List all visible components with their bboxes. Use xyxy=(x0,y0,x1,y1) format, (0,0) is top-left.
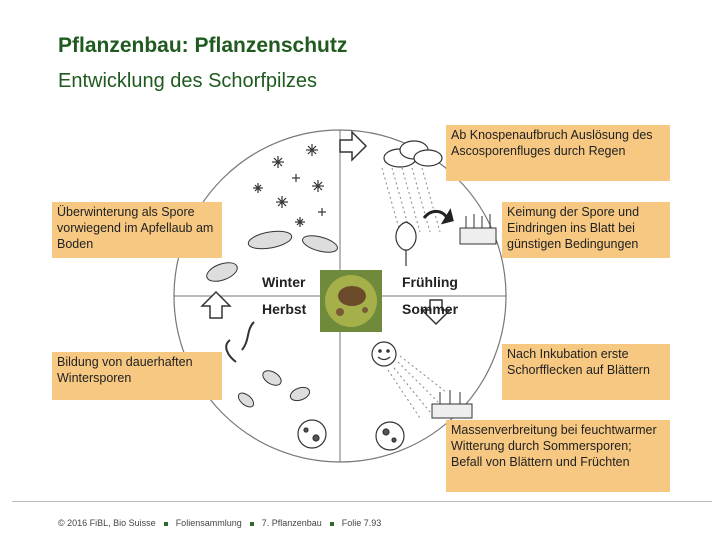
footer xyxy=(58,518,381,528)
footer-bullet xyxy=(164,522,168,526)
autumn-leaf-icons xyxy=(236,368,312,410)
rain-cloud-icon xyxy=(384,141,442,167)
curved-arrow-icon xyxy=(424,211,452,222)
footer-copyright: © 2016 FiBL, Bio Suisse xyxy=(58,518,156,528)
note-wintersporen: Bildung von dauerhaften Wintersporen xyxy=(52,352,222,400)
scab-apple-photo xyxy=(320,270,382,332)
page-title: Pflanzenbau: Pflanzenschutz xyxy=(58,34,348,57)
scabbed-apple-icons xyxy=(298,420,404,450)
season-label-fruehling: Frühling xyxy=(402,274,458,290)
footer-divider xyxy=(12,501,712,502)
note-knospenaufbruch: Ab Knospenaufbruch Auslösung des Ascosporenfluges durch Regen xyxy=(446,125,670,181)
note-ueberwinterung: Überwinterung als Spore vorwiegend im Apfellaub am Boden xyxy=(52,202,222,258)
sporulating-leaf-icon xyxy=(432,390,472,418)
leaf-tissue-icon xyxy=(460,214,496,244)
season-label-sommer: Sommer xyxy=(402,301,459,317)
note-massenverbreitung: Massenverbreitung bei feuchtwarmer Witterung durch Sommersporen; Befall von Blättern und Früchten xyxy=(446,420,670,492)
note-inkubation: Nach Inkubation erste Schorfflecken auf Blättern xyxy=(502,344,670,400)
snowflake-icons xyxy=(253,144,326,227)
note-keimung: Keimung der Spore und Eindringen ins Blatt bei günstigen Bedingungen xyxy=(502,202,670,258)
rain-lines xyxy=(382,168,440,232)
footer-chapter: 7. Pflanzenbau xyxy=(261,518,322,528)
branch-icon xyxy=(226,322,254,362)
footer-slide: Folie 7.93 xyxy=(341,518,382,528)
bud-icon xyxy=(396,222,416,266)
footer-collection: Foliensammlung xyxy=(175,518,242,528)
sun-icon xyxy=(372,342,396,366)
footer-bullet xyxy=(250,522,254,526)
season-label-winter: Winter xyxy=(262,274,306,290)
footer-bullet xyxy=(330,522,334,526)
season-label-herbst: Herbst xyxy=(262,301,307,317)
page-subtitle: Entwicklung des Schorfpilzes xyxy=(58,70,318,92)
arrow-right-icon xyxy=(340,132,366,160)
